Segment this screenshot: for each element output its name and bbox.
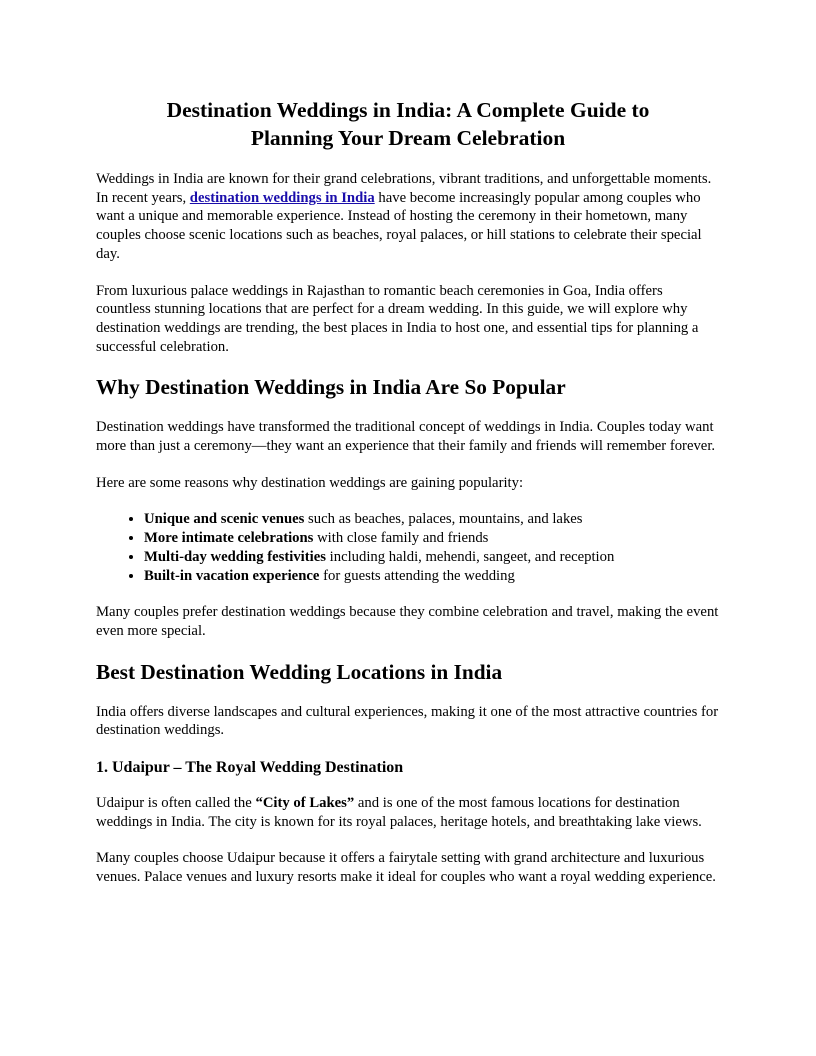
document-title <box>96 96 720 152</box>
udaipur-text-start: Udaipur is often called the <box>96 795 256 812</box>
title-line-1: Destination Weddings in India: A Complete Guide to <box>166 98 650 122</box>
list-item <box>144 510 720 529</box>
udaipur-paragraph-1 <box>96 794 720 831</box>
list-item-bold: More intimate celebrations <box>144 530 314 547</box>
section2-paragraph-1: India offers diverse landscapes and cultural experiences, making it one of the most attractive countries for destination weddings. <box>96 703 719 739</box>
udaipur-paragraph-2: Many couples choose Udaipur because it offers a fairytale setting with grand architecture and luxurious venues. Palace venues and luxury resorts make it ideal for couples who want a royal wedding experience. <box>96 850 716 886</box>
city-of-lakes-bold: “City of Lakes” <box>255 795 355 812</box>
intro-text-end: have become increasingly popular among couples who want a unique and memorable experience. Instead of hosting the ceremony in their hometown, many couples choose scenic locations such as beaches, royal palaces, or hill stations to celebrate their special day. <box>96 189 702 262</box>
list-item <box>144 529 720 548</box>
title-line-2: Planning Your Dream Celebration <box>250 126 566 150</box>
document-page <box>96 96 720 905</box>
list-item <box>144 567 720 586</box>
list-item-text: for guests attending the wedding <box>319 567 515 584</box>
list-item-text: such as beaches, palaces, mountains, and lakes <box>304 511 583 528</box>
destination-weddings-link[interactable]: destination weddings in India <box>189 189 375 206</box>
list-item-bold: Built-in vacation experience <box>144 567 320 584</box>
intro-paragraph <box>96 170 720 264</box>
list-item-text: including haldi, mehendi, sangeet, and reception <box>325 548 615 565</box>
section1-paragraph-3: Many couples prefer destination weddings because they combine celebration and travel, making the event even more special. <box>96 604 719 639</box>
reasons-list <box>96 510 720 585</box>
section-heading-locations: Best Destination Wedding Locations in India <box>96 659 503 684</box>
list-item-bold: Multi-day wedding festivities <box>144 548 326 565</box>
intro-text-start: Weddings in India are known for their grand celebrations, vibrant traditions, and unforgettable moments. In recent years, <box>96 171 712 206</box>
section1-paragraph-1: Destination weddings have transformed the traditional concept of weddings in India. Couples today want more than just a ceremony—they want an experience that their family and friends will remember forever. <box>96 419 716 455</box>
subheading-udaipur: 1. Udaipur – The Royal Wedding Destination <box>96 759 404 777</box>
second-paragraph: From luxurious palace weddings in Rajasthan to romantic beach ceremonies in Goa, India offers countless stunning locations that are perfect for a dream wedding. In this guide, we will explore why destination weddings are trending, the best places in India to host one, and essential tips for planning a successful celebration. <box>96 282 699 355</box>
list-item <box>144 548 720 567</box>
section-heading-popular: Why Destination Weddings in India Are So Popular <box>96 375 566 400</box>
list-item-text: with close family and friends <box>313 530 489 547</box>
udaipur-text-end: and is one of the most famous locations for destination weddings in India. The city is known for its royal palaces, heritage hotels, and breathtaking lake views. <box>96 795 702 830</box>
list-item-bold: Unique and scenic venues <box>144 511 305 528</box>
section1-paragraph-2: Here are some reasons why destination weddings are gaining popularity: <box>96 474 524 491</box>
